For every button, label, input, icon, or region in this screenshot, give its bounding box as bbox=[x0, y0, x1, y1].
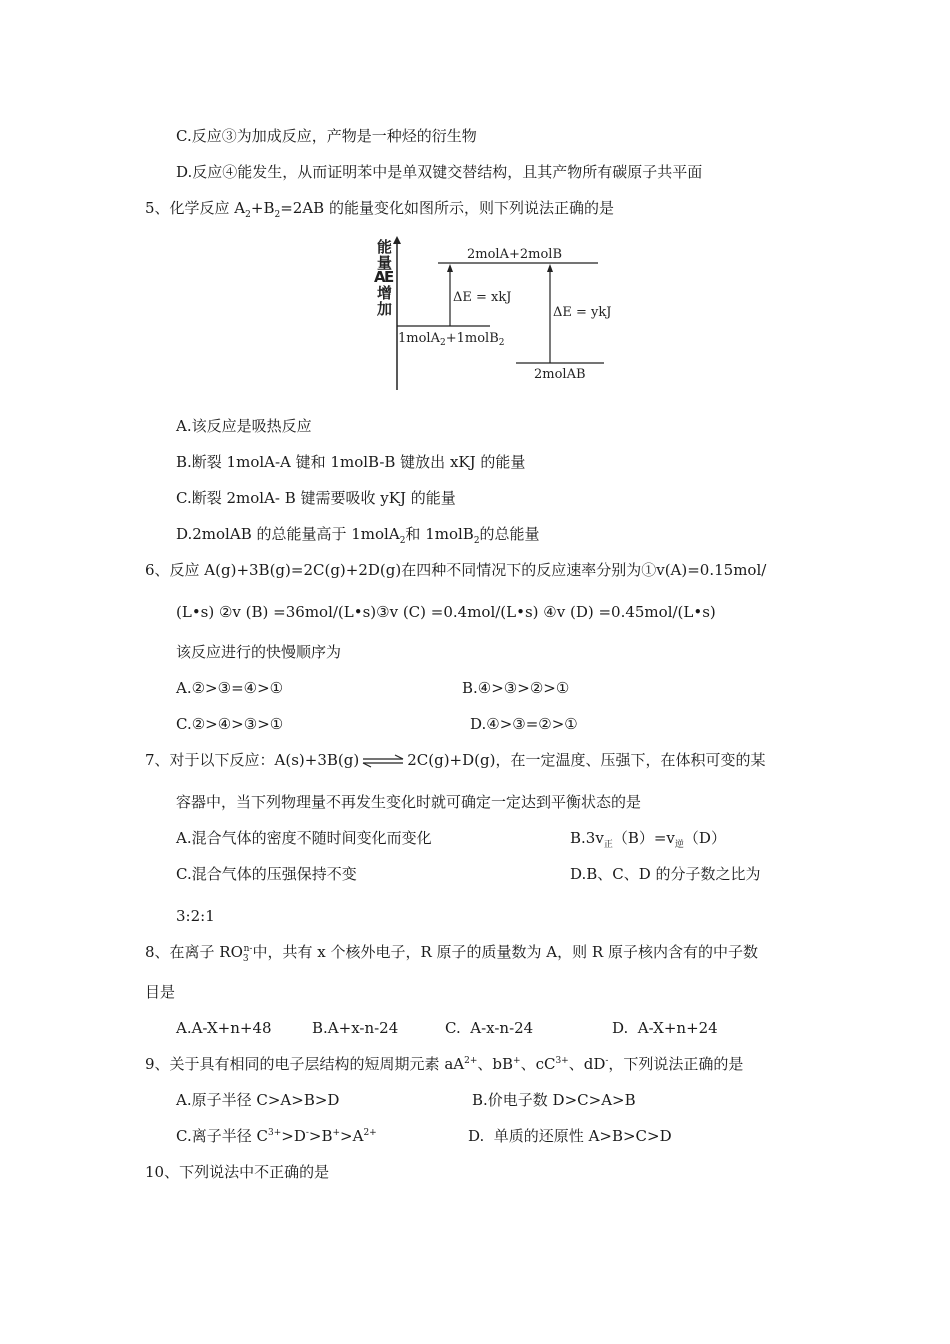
q7-option-d-cont: 3:2:1 bbox=[176, 907, 215, 925]
q5-stem: 5、化学反应 $A_2+B_2=2AB$ 的能量变化如图所示，则下列说法正确的是 bbox=[145, 199, 614, 220]
delta-x-label: ΔE = xkJ bbox=[453, 290, 512, 305]
bottom-level-label: 2molAB bbox=[534, 367, 586, 382]
q6-stem-line-1: 6、反应 A(g)+3B(g)=2C(g)+2D(g)在四种不同情况下的反应速率分别为①v(A)=0.15mol/ bbox=[145, 561, 767, 579]
q7-option-d: D.B、C、D 的分子数之比为 bbox=[570, 865, 761, 883]
energy-diagram bbox=[360, 232, 620, 392]
q7-option-a: A.混合气体的密度不随时间变化而变化 bbox=[176, 829, 432, 847]
top-level-label: 2molA+2molB bbox=[467, 247, 562, 262]
q8-option-c: C. A-x-n-24 bbox=[445, 1019, 534, 1037]
q6-option-a: A.②>③=④>① bbox=[176, 679, 284, 697]
q8-option-a: A.A-X+n+48 bbox=[176, 1019, 272, 1037]
q6-stem-line-2: (L•s) ②v (B) =36mol/(L•s)③v (C) =0.4mol/(L•s) ④v (D) =0.45mol/(L•s) bbox=[176, 603, 716, 621]
q7-option-b: $B.3v_正(B)=v_逆(D)$ bbox=[570, 829, 726, 850]
q4-option-c: C.反应③为加成反应，产物是一种烃的衍生物 bbox=[176, 127, 477, 145]
q6-option-b: B.④>③>②>① bbox=[462, 679, 570, 697]
equilibrium-arrow-icon bbox=[361, 754, 405, 768]
q4-option-d: D.反应④能发生，从而证明苯中是单双键交替结构，且其产物所有碳原子共平面 bbox=[176, 163, 703, 181]
q8-option-b: B.A+x-n-24 bbox=[312, 1019, 399, 1037]
q8-stem-line-2: 目是 bbox=[145, 983, 176, 1001]
y-label-char-4: E bbox=[384, 268, 395, 286]
y-label-char-5: 增 bbox=[377, 284, 393, 302]
q6-stem-line-3: 该反应进行的快慢顺序为 bbox=[176, 643, 342, 661]
y-label-char-1: 能 bbox=[377, 238, 393, 256]
y-label-char-6: 加 bbox=[377, 300, 393, 318]
left-level-label: 1molA$_2$+1molB$_2$ bbox=[398, 331, 505, 348]
y-label-char-3: A bbox=[374, 268, 386, 286]
y-label-char-2: 量 bbox=[377, 254, 393, 272]
q8-stem-line-1: 8、在离子 $RO_3^{n-}$中，共有 x 个核外电子，R 原子的质量数为 A，则 R 原子核内含有的中子数 bbox=[145, 943, 758, 964]
q9-stem: 9、关于具有相同的电子层结构的短周期元素 $aA^{2+}$、bB+、$cC^{3+}$、dD-，下列说法正确的是 bbox=[145, 1055, 744, 1073]
q7-option-c: C.混合气体的压强保持不变 bbox=[176, 865, 357, 883]
delta-y-label: ΔE = ykJ bbox=[553, 305, 612, 320]
q7-stem-line-1: 7、对于以下反应：A(s)+3B(g) 2C(g)+D(g)，在一定温度、压强下，在体积可变的某 bbox=[145, 751, 766, 769]
q9-option-d: D. 单质的还原性 A>B>C>D bbox=[468, 1127, 672, 1145]
q9-option-b: B.价电子数 D>C>A>B bbox=[472, 1091, 636, 1109]
q9-option-a: A.原子半径 C>A>B>D bbox=[176, 1091, 340, 1109]
q5-option-c: C.断裂 2molA- B 键需要吸收 yKJ 的能量 bbox=[176, 489, 456, 507]
q7-stem-line-2: 容器中，当下列物理量不再发生变化时就可确定一定达到平衡状态的是 bbox=[176, 793, 642, 811]
q9-option-c: C.离子半径 $C^{3+}>D^->B^+>A^{2+}$ bbox=[176, 1127, 377, 1145]
q5-option-b: B.断裂 1molA-A 键和 1molB-B 键放出 xKJ 的能量 bbox=[176, 453, 526, 471]
q5-option-a: A.该反应是吸热反应 bbox=[176, 417, 312, 435]
q6-option-c: C.②>④>③>① bbox=[176, 715, 284, 733]
q5-option-d: D.2molAB 的总能量高于 1molA$_2$和 1molB$_2$的总能量 bbox=[176, 525, 540, 546]
q8-option-d: D. A-X+n+24 bbox=[612, 1019, 718, 1037]
q6-option-d: D.④>③=②>① bbox=[470, 715, 578, 733]
q10-stem: 10、下列说法中不正确的是 bbox=[145, 1163, 330, 1181]
